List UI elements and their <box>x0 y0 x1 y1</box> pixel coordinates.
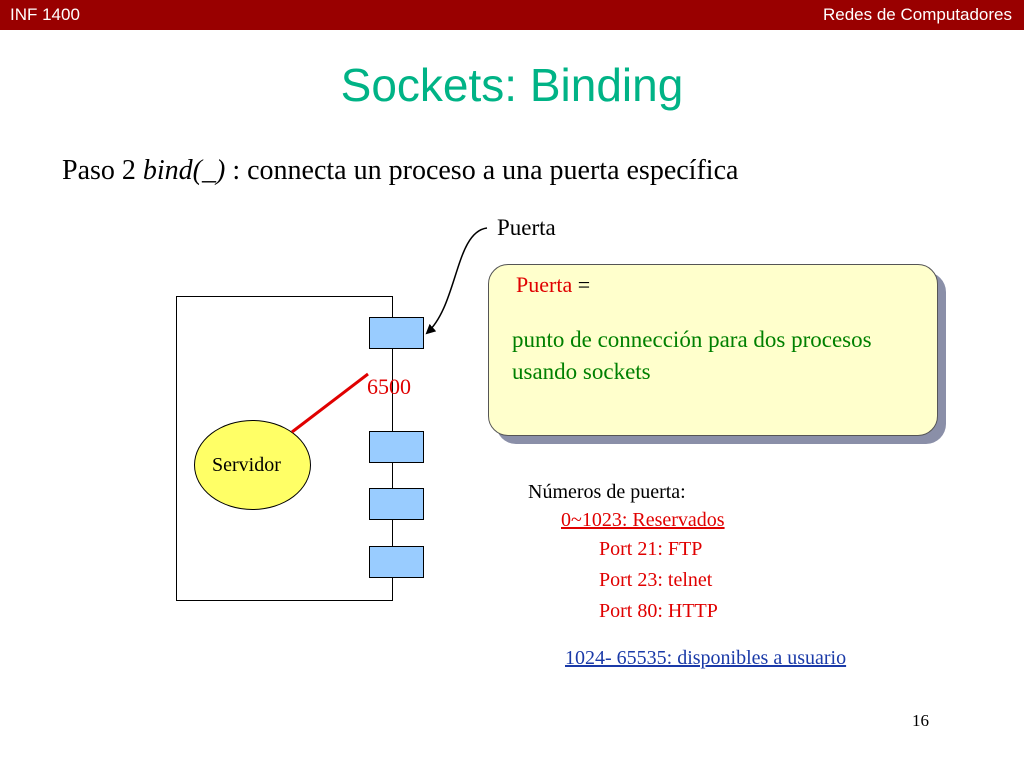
puerta-arrow-label: Puerta <box>497 215 556 240</box>
course-code: INF 1400 <box>10 5 80 24</box>
course-name: Redes de Computadores <box>822 5 1012 24</box>
binding-line <box>292 374 368 432</box>
step-description: : connecta un proceso a una puerta específica <box>225 155 739 186</box>
user-port-range[interactable]: 1024- 65535: disponibles a usuario <box>565 647 847 669</box>
server-label: Servidor <box>212 454 281 476</box>
port-example: Port 23: telnet <box>599 569 713 591</box>
definition-body: punto de connección para dos procesos usando sockets <box>512 327 872 384</box>
step-prefix: Paso 2 <box>62 155 143 186</box>
page-number: 16 <box>912 711 929 730</box>
definition-title <box>516 272 590 298</box>
step-function: bind(_) <box>142 155 226 186</box>
slide-title: Sockets: Binding <box>340 59 684 111</box>
definition-term: Puerta <box>516 272 573 297</box>
definition-equals: = <box>572 272 591 297</box>
puerta-arrow <box>427 228 487 333</box>
port-example: Port 21: FTP <box>599 538 703 560</box>
port-example: Port 80: HTTP <box>599 600 718 622</box>
reserved-range: 0~1023: Reservados <box>561 509 725 531</box>
port-number-label: 6500 <box>367 374 411 399</box>
port-numbers-heading: Números de puerta: <box>528 481 686 503</box>
